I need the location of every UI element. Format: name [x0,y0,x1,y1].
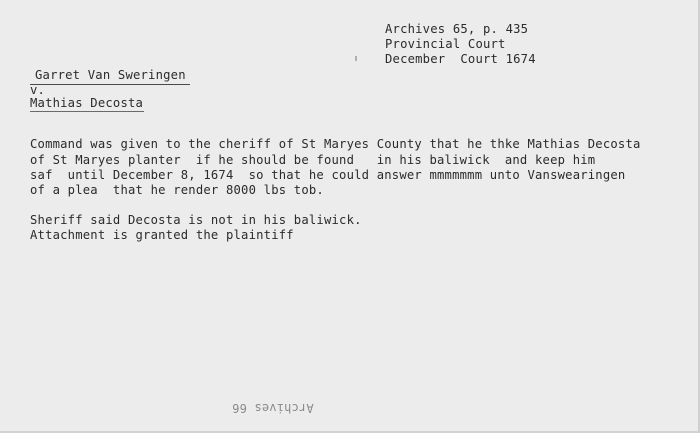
plaintiff-name: Garret Van Sweringen [35,68,186,82]
defendant-underline [30,111,144,112]
versus-label: v. [30,83,46,97]
paragraph-line: Command was given to the cheriff of St Maryes County that he thke Mathias Decosta [30,137,641,151]
court-name: Provincial Court [385,37,506,51]
paragraph-line: of St Maryes planter if he should be found in his baliwick and keep him [30,153,596,167]
archive-reference: Archives 65, p. 435 [385,22,529,36]
paragraph-line: Sheriff said Decosta is not in his baliwick. [30,213,362,227]
court-session: December Court 1674 [385,52,536,66]
archive-stamp-upside-down: Archives 66 [232,401,314,415]
paragraph-line: saf until December 8, 1674 so that he could answer mmmmmmm unto Vanswearingen [30,168,626,182]
plaintiff-underline [30,84,190,85]
defendant-name: Mathias Decosta [30,96,144,110]
paper-mark [355,56,357,61]
paragraph-line: of a plea that he render 8000 lbs tob. [30,183,324,197]
paragraph-line: Attachment is granted the plaintiff [30,228,294,242]
